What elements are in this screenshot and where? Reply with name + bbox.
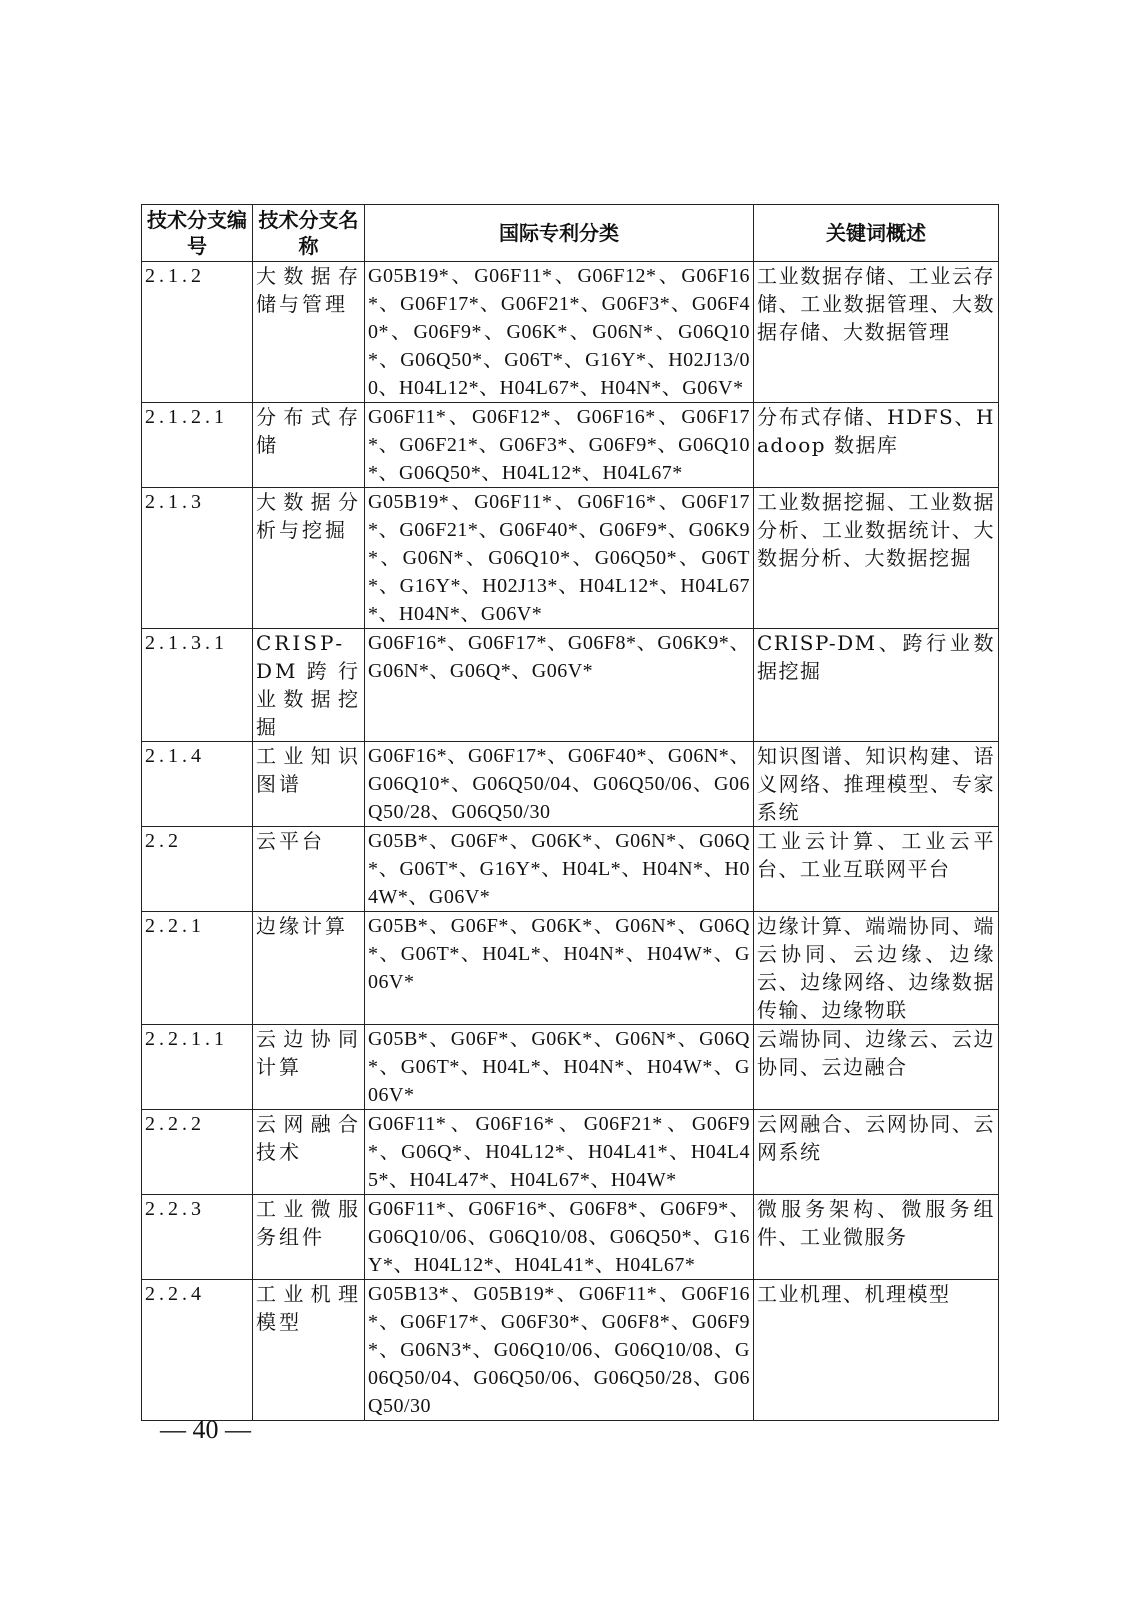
ipc-codes: G06F11*、G06F16*、G06F8*、G06F9*、G06Q10/06、G06Q10/08、G06Q50*、G16Y*、H04L12*、H04L41*、H04L67*: [365, 1195, 754, 1280]
keywords: 工业数据挖掘、工业数据分析、工业数据统计、大数据分析、大数据挖掘: [754, 488, 999, 629]
page-number: — 40 —: [160, 1415, 251, 1444]
branch-name: 工业知识图谱: [253, 742, 365, 827]
table-row: [142, 488, 999, 629]
table-row: [142, 629, 999, 742]
table-row: [142, 1195, 999, 1280]
keywords: 工业云计算、工业云平台、工业互联网平台: [754, 827, 999, 912]
branch-code: 2.2.4: [142, 1280, 253, 1421]
ipc-codes: G05B19*、G06F11*、G06F16*、G06F17*、G06F21*、G06F40*、G06F9*、G06K9*、G06N*、G06Q10*、G06Q50*、G06T*、G16Y*、H02J13*、H04L12*、H04L67*、H04N*、G06V*: [365, 488, 754, 629]
keywords: 云端协同、边缘云、云边协同、云边融合: [754, 1025, 999, 1110]
branch-name: CRISP-DM跨行业数据挖掘: [253, 629, 365, 742]
ipc-codes: G05B19*、G06F11*、G06F12*、G06F16*、G06F17*、G06F21*、G06F3*、G06F40*、G06F9*、G06K*、G06N*、G06Q10*、G06Q50*、G06T*、G16Y*、H02J13/00、H04L12*、H04L67*、H04N*、G06V*: [365, 262, 754, 403]
branch-name: 云网融合技术: [253, 1110, 365, 1195]
table-row: [142, 912, 999, 1025]
ipc-codes: G05B13*、G05B19*、G06F11*、G06F16*、G06F17*、G06F30*、G06F8*、G06F9*、G06N3*、G06Q10/06、G06Q10/08、G06Q50/04、G06Q50/06、G06Q50/28、G06Q50/30: [365, 1280, 754, 1421]
header-branch-name: 技术分支名称: [253, 205, 365, 262]
branch-name: 工业机理模型: [253, 1280, 365, 1421]
keywords: 边缘计算、端端协同、端云协同、云边缘、边缘云、边缘网络、边缘数据传输、边缘物联: [754, 912, 999, 1025]
header-ipc: 国际专利分类: [365, 205, 754, 262]
table-row: [142, 1110, 999, 1195]
table-row: [142, 827, 999, 912]
branch-name: 大数据存储与管理: [253, 262, 365, 403]
keywords: 工业数据存储、工业云存储、工业数据管理、大数据存储、大数据管理: [754, 262, 999, 403]
branch-name: 云边协同计算: [253, 1025, 365, 1110]
branch-code: 2.2.3: [142, 1195, 253, 1280]
ipc-codes: G06F16*、G06F17*、G06F8*、G06K9*、G06N*、G06Q*、G06V*: [365, 629, 754, 742]
ipc-codes: G05B*、G06F*、G06K*、G06N*、G06Q*、G06T*、H04L*、H04N*、H04W*、G06V*: [365, 1025, 754, 1110]
branch-code: 2.2.1.1: [142, 1025, 253, 1110]
patent-classification-table: [141, 204, 999, 1421]
table-row: [142, 1025, 999, 1110]
branch-code: 2.2.1: [142, 912, 253, 1025]
branch-code: 2.1.2: [142, 262, 253, 403]
table-header-row: [142, 205, 999, 262]
keywords: 知识图谱、知识构建、语义网络、推理模型、专家系统: [754, 742, 999, 827]
branch-name: 大数据分析与挖掘: [253, 488, 365, 629]
table-row: [142, 403, 999, 488]
branch-name: 分布式存储: [253, 403, 365, 488]
ipc-codes: G05B*、G06F*、G06K*、G06N*、G06Q*、G06T*、G16Y*、H04L*、H04N*、H04W*、G06V*: [365, 827, 754, 912]
keywords: 分布式存储、HDFS、Hadoop 数据库: [754, 403, 999, 488]
ipc-codes: G05B*、G06F*、G06K*、G06N*、G06Q*、G06T*、H04L*、H04N*、H04W*、G06V*: [365, 912, 754, 1025]
branch-code: 2.1.3: [142, 488, 253, 629]
table-row: [142, 262, 999, 403]
branch-name: 云平台: [253, 827, 365, 912]
ipc-codes: G06F11*、G06F12*、G06F16*、G06F17*、G06F21*、G06F3*、G06F9*、G06Q10*、G06Q50*、H04L12*、H04L67*: [365, 403, 754, 488]
keywords: 微服务架构、微服务组件、工业微服务: [754, 1195, 999, 1280]
keywords: 云网融合、云网协同、云网系统: [754, 1110, 999, 1195]
keywords: CRISP-DM、跨行业数据挖掘: [754, 629, 999, 742]
table-row: [142, 1280, 999, 1421]
header-keywords: 关键词概述: [754, 205, 999, 262]
branch-code: 2.1.3.1: [142, 629, 253, 742]
table-row: [142, 742, 999, 827]
ipc-codes: G06F16*、G06F17*、G06F40*、G06N*、G06Q10*、G06Q50/04、G06Q50/06、G06Q50/28、G06Q50/30: [365, 742, 754, 827]
branch-name: 边缘计算: [253, 912, 365, 1025]
keywords: 工业机理、机理模型: [754, 1280, 999, 1421]
branch-code: 2.2: [142, 827, 253, 912]
branch-code: 2.1.4: [142, 742, 253, 827]
branch-code: 2.1.2.1: [142, 403, 253, 488]
header-branch-code: 技术分支编号: [142, 205, 253, 262]
branch-name: 工业微服务组件: [253, 1195, 365, 1280]
ipc-codes: G06F11*、G06F16*、G06F21*、G06F9*、G06Q*、H04L12*、H04L41*、H04L45*、H04L47*、H04L67*、H04W*: [365, 1110, 754, 1195]
branch-code: 2.2.2: [142, 1110, 253, 1195]
